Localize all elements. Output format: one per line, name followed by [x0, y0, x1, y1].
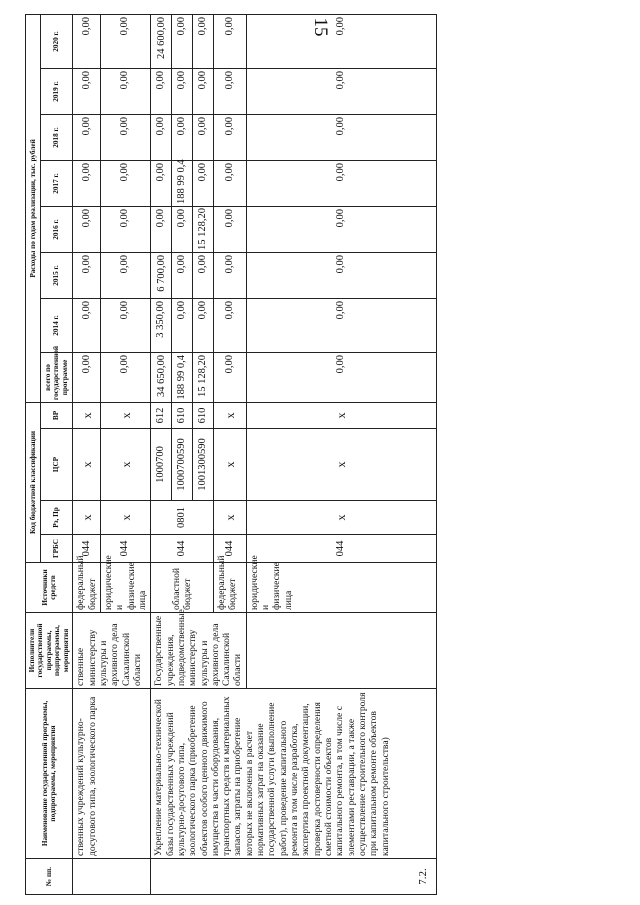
year-cell: 188 99 0,4 — [172, 160, 193, 206]
header-csr: ЦСР — [40, 429, 73, 501]
total-cell: 188 99 0,4 — [172, 352, 193, 402]
year-cell: 15 128,20 — [192, 206, 213, 252]
year-cell: 0,00 — [213, 160, 246, 206]
measure-name: ственных учреждений культурно-досугового типа, зоологического парка — [73, 689, 151, 859]
csr-cell: х — [213, 429, 246, 501]
csr-cell: 1000700590 — [172, 429, 193, 501]
total-cell: 0,00 — [73, 352, 101, 402]
total-cell: 0,00 — [213, 352, 246, 402]
year-cell: 0,00 — [73, 114, 101, 160]
year-cell: 0,00 — [213, 206, 246, 252]
total-cell: 0,00 — [246, 352, 436, 402]
csr-cell: 1001300590 — [192, 429, 213, 501]
rotated-page — [25, 15, 545, 895]
header-total: всего по государственной программе — [40, 352, 73, 402]
table-row — [73, 14, 101, 894]
year-cell: 0,00 — [192, 160, 213, 206]
year-cell: 0,00 — [213, 252, 246, 298]
source: федеральный бюджет — [73, 563, 101, 613]
year-cell: 0,00 — [213, 68, 246, 114]
year-cell: 0,00 — [192, 298, 213, 352]
header-row-1 — [26, 14, 41, 894]
header-source: Источники средств — [26, 563, 73, 613]
year-cell: 0,00 — [151, 206, 172, 252]
header-name: Наименование государственной программы, подпрограммы, мероприятия — [26, 689, 73, 859]
executor-empty — [246, 613, 436, 689]
rzpr-cell: 0801 — [151, 501, 213, 535]
year-cell: 0,00 — [151, 160, 172, 206]
measure-name: Укрепление материально-технической базы государственных учреждений культурно-досугового типа, зоологического парка (приобретение объектов особого ценного движимого имущества в части оборудования, транспортных средств и материальных запасов, затраты на приобретение которых не включены в расчет нормативных затрат на оказание государственной услуги (выполнение работ), проведение капитального ремонта в том числе разработка, экспертиза проектной документации, проверка достоверности определения сметной стоимости объектов капитального ремонта, в том числе с элементами реставрации, а также осуществление строительного контроля при капитальном ремонте объектов капитального строительства) — [151, 689, 437, 859]
year-cell: 0,00 — [246, 160, 436, 206]
year-cell: 0,00 — [246, 298, 436, 352]
header-year-2017: 2017 г. — [40, 160, 73, 206]
year-cell: 0,00 — [172, 68, 193, 114]
vr-cell: х — [101, 402, 151, 428]
year-cell: 0,00 — [246, 252, 436, 298]
year-cell: 0,00 — [101, 206, 151, 252]
year-cell: 0,00 — [73, 206, 101, 252]
year-cell: 0,00 — [73, 252, 101, 298]
source: юридические и физические лица — [246, 563, 436, 613]
header-budget-classification: Код бюджетной классификации — [26, 402, 41, 562]
year-cell: 0,00 — [172, 298, 193, 352]
year-cell: 0,00 — [246, 68, 436, 114]
row-num: 7.2. — [151, 859, 437, 895]
header-year-2016: 2016 г. — [40, 206, 73, 252]
csr-cell: 1000700 — [151, 429, 172, 501]
year-cell: 0,00 — [73, 68, 101, 114]
year-cell: 0,00 — [213, 298, 246, 352]
csr-cell: х — [246, 429, 436, 501]
year-cell: 0,00 — [73, 160, 101, 206]
rzpr-cell: х — [101, 501, 151, 535]
year-cell: 0,00 — [73, 14, 101, 68]
source: областной бюджет — [151, 563, 213, 613]
year-cell: 0,00 — [151, 68, 172, 114]
year-cell: 0,00 — [172, 206, 193, 252]
vr-cell: 612 — [151, 402, 172, 428]
year-cell: 0,00 — [101, 160, 151, 206]
source: юридические и физические лица — [101, 563, 151, 613]
year-cell: 0,00 — [172, 14, 193, 68]
total-cell: 0,00 — [101, 352, 151, 402]
header-year-2014: 2014 г. — [40, 298, 73, 352]
year-cell: 0,00 — [213, 14, 246, 68]
vr-cell: х — [246, 402, 436, 428]
row-num-empty — [73, 859, 151, 895]
year-cell: 0,00 — [101, 114, 151, 160]
year-cell: 24 600,00 — [151, 14, 172, 68]
year-cell: 0,00 — [151, 114, 172, 160]
year-cell: 0,00 — [246, 14, 436, 68]
year-cell: 0,00 — [172, 114, 193, 160]
program-costs-table — [25, 14, 437, 895]
year-cell: 0,00 — [101, 298, 151, 352]
header-year-2019: 2019 г. — [40, 68, 73, 114]
csr-cell: х — [101, 429, 151, 501]
year-cell: 0,00 — [101, 68, 151, 114]
header-vr: ВР — [40, 402, 73, 428]
executor: Государственные учреждения, подведомственные министерству культуры и архивного дела Сахалинской области — [151, 613, 247, 689]
executor: ственные министерству культуры и архивного дела Сахалинской области — [73, 613, 151, 689]
year-cell: 0,00 — [101, 252, 151, 298]
header-year-2015: 2015 г. — [40, 252, 73, 298]
grbs-cell: 044 — [101, 535, 151, 563]
grbs-cell: 044 — [246, 535, 436, 563]
header-num: № пп. — [26, 859, 73, 895]
vr-cell: х — [73, 402, 101, 428]
vr-cell: 610 — [192, 402, 213, 428]
year-cell: 0,00 — [192, 14, 213, 68]
year-cell: 6 700,00 — [151, 252, 172, 298]
year-cell: 0,00 — [101, 14, 151, 68]
rzpr-cell: х — [246, 501, 436, 535]
header-year-2018: 2018 г. — [40, 114, 73, 160]
csr-cell: х — [73, 429, 101, 501]
year-cell: 0,00 — [192, 252, 213, 298]
rzpr-cell: х — [213, 501, 246, 535]
vr-cell: х — [213, 402, 246, 428]
year-cell: 0,00 — [73, 298, 101, 352]
year-cell: 0,00 — [213, 114, 246, 160]
page-number: 15 — [310, 17, 331, 37]
source: федеральный бюджет — [213, 563, 246, 613]
vr-cell: 610 — [172, 402, 193, 428]
header-grbs: ГРБС — [40, 535, 73, 563]
grbs-cell: 044 — [151, 535, 213, 563]
total-cell: 15 128,20 — [192, 352, 213, 402]
year-cell: 0,00 — [246, 206, 436, 252]
year-cell: 0,00 — [192, 114, 213, 160]
year-cell: 0,00 — [192, 68, 213, 114]
total-cell: 34 650,00 — [151, 352, 172, 402]
year-cell: 3 350,00 — [151, 298, 172, 352]
grbs-cell: 044 — [213, 535, 246, 563]
header-costs-by-year: Расходы по годам реализации, тыс. рублей — [26, 14, 41, 402]
rzpr-cell: х — [73, 501, 101, 535]
year-cell: 0,00 — [172, 252, 193, 298]
grbs-cell: 044 — [73, 535, 101, 563]
table-row — [151, 14, 172, 894]
header-rzpr: Рз, Пр — [40, 501, 73, 535]
header-year-2020: 2020 г. — [40, 14, 73, 68]
header-executor: Исполнители государственной программы, подпрограммы, мероприятия — [26, 613, 73, 689]
year-cell: 0,00 — [246, 114, 436, 160]
